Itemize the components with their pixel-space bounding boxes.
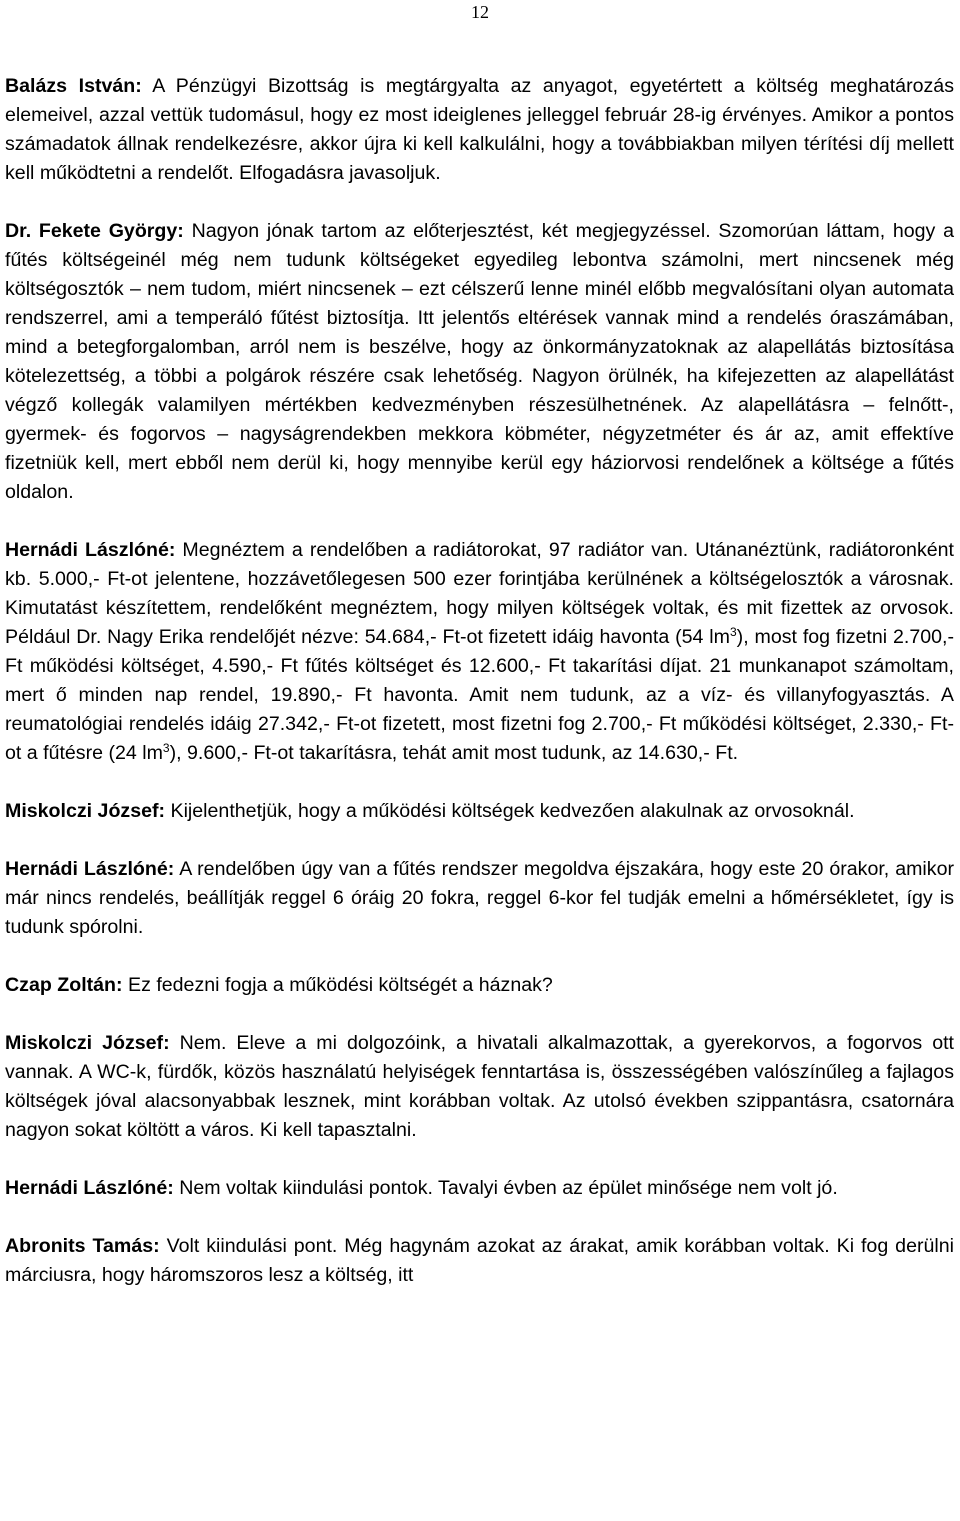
superscript: 3 <box>162 741 170 755</box>
transcript-paragraph <box>5 1232 954 1290</box>
transcript-paragraph <box>5 971 954 1000</box>
transcript-paragraph <box>5 797 954 826</box>
paragraph-text: Volt kiindulási pont. Még hagynám azokat az árakat, amik korábban voltak. Ki fog derülni márciusra, hogy háromszoros lesz a költség, itt <box>5 1235 954 1286</box>
speaker-name: Balázs István: <box>5 75 142 97</box>
speaker-name: Hernádi Lászlóné: <box>5 858 175 880</box>
speaker-name: Miskolczi József: <box>5 1032 170 1054</box>
page-number: 12 <box>471 2 489 22</box>
paragraph-text: A rendelőben úgy van a fűtés rendszer megoldva éjszakára, hogy este 20 órakor, amikor már nincs rendelés, beállítják reggel 6 óráig 20 fokra, reggel 6-kor fel tudják emelni a hőmérsékletet, így is tudunk spórolni. <box>5 858 954 938</box>
transcript-paragraph <box>5 536 954 768</box>
transcript-paragraph <box>5 1029 954 1145</box>
speaker-name: Czap Zoltán: <box>5 974 123 996</box>
speaker-name: Abronits Tamás: <box>5 1235 160 1257</box>
speaker-name: Miskolczi József: <box>5 800 166 822</box>
paragraph-text: Ez fedezni fogja a működési költségét a háznak? <box>122 974 553 996</box>
paragraph-text: ), most fog fizetni 2.700,- Ft működési költséget, 4.590,- Ft fűtés költséget és 12.600,- Ft takarítási díjat. 21 munkanapot számoltam, mert ő minden nap rendel, 19.890,- Ft havonta. Amit nem tudunk, az a víz- és villanyfogyasztás. A reumatológiai rendelés idáig 27.342,- Ft-ot fizetett, most fizetni fog 2.700,- Ft működési költséget, 2.330,- Ft-ot a fűtésre (24 lm <box>5 626 954 764</box>
paragraph-text: Nagyon jónak tartom az előterjesztést, két megjegyzéssel. Szomorúan láttam, hogy a fűtés költségeinél még nem tudunk költségeket egyedileg lebontva számolni, mert nincsenek még költségosztók – nem tudom, miért nincsenek – ezt célszerű lenne minél előbb megvalósítani olyan automata rendszerrel, ami a temperáló fűtést biztosítja. Itt jelentős eltérések vannak mind a rendelés óraszámában, mind a betegforgalomban, arról nem is beszélve, hogy az önkormányzatoknak az alapellátás biztosítása kötelezettség, a többi a polgárok részére csak lehetőség. Nagyon örülnék, ha kifejezetten az alapellátást végző kollegák valamilyen mértékben kedvezményben részesülhetnének. Az alapellátásra – felnőtt-, gyermek- és fogorvos – nagyságrendekben mekkora köbméter, négyzetméter és ár az, amit effektíve fizetniük kell, mert ebből nem derül ki, hogy mennyibe kerül egy háziorvosi rendelőnek a költsége a fűtés oldalon. <box>5 220 954 503</box>
paragraph-text: Megnéztem a rendelőben a radiátorokat, 97 radiátor van. Utánanéztünk, radiátoronként kb. 5.000,- Ft-ot jelentene, hozzávetőlegesen 500 ezer forintjába kerülnének a költségelosztók a városnak. Kimutatást készítettem, rendelőként megnéztem, hogy milyen költségek voltak, és mit fizettek az orvosok. Például Dr. Nagy Erika rendelőjét nézve: 54.684,- Ft-ot fizetett idáig havonta (54 lm <box>5 539 954 648</box>
transcript-paragraph <box>5 855 954 942</box>
document-body <box>5 72 954 1319</box>
paragraph-text: A Pénzügyi Bizottság is megtárgyalta az anyagot, egyetértett a költség meghatározás elemeivel, azzal vettük tudomásul, hogy ez most ideiglenes jelleggel február 28-ig érvényes. Amikor a pontos számadatok állnak rendelkezésre, akkor újra ki kell kalkulálni, hogy a továbbiakban milyen térítési díj mellett kell működtetni a rendelőt. Elfogadásra javasoljuk. <box>5 75 954 184</box>
paragraph-text: Nem. Eleve a mi dolgozóink, a hivatali alkalmazottak, a gyerekorvos, a fogorvos ott vannak. A WC-k, fürdők, közös használatú helyiségek fenntartása is, összességében valószínűleg a fajlagos költségek jóval alacsonyabbak lesznek, mint korábban voltak. Az utolsó években szippantásra, csatornára nagyon sokat költött a város. Ki kell tapasztalni. <box>5 1032 954 1141</box>
transcript-paragraph <box>5 1174 954 1203</box>
speaker-name: Dr. Fekete György: <box>5 220 184 242</box>
transcript-paragraph <box>5 217 954 507</box>
superscript: 3 <box>729 625 737 639</box>
paragraph-text: Kijelenthetjük, hogy a működési költségek kedvezően alakulnak az orvosoknál. <box>165 800 855 822</box>
paragraph-text: ), 9.600,- Ft-ot takarításra, tehát amit most tudunk, az 14.630,- Ft. <box>169 742 739 764</box>
speaker-name: Hernádi Lászlóné: <box>5 539 176 561</box>
speaker-name: Hernádi Lászlóné: <box>5 1177 174 1199</box>
transcript-paragraph <box>5 72 954 188</box>
paragraph-text: Nem voltak kiindulási pontok. Tavalyi évben az épület minősége nem volt jó. <box>173 1177 838 1199</box>
